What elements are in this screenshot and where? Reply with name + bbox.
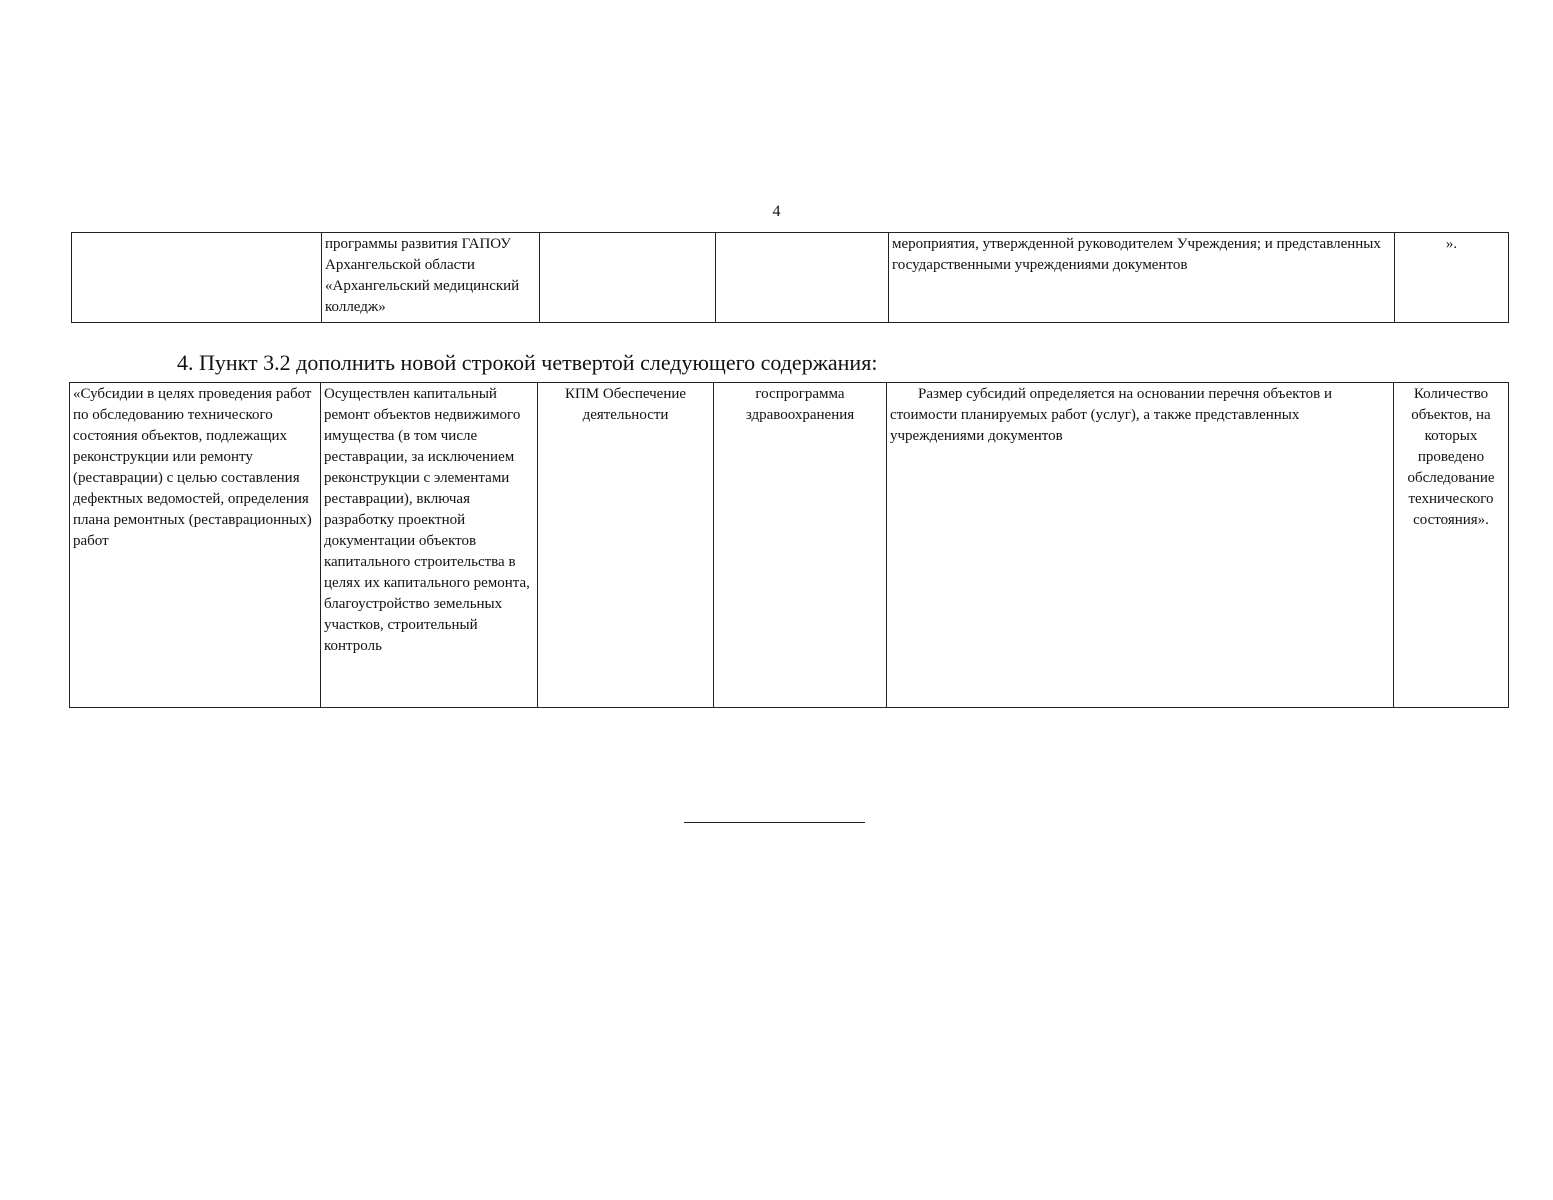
table-cell: госпрограмма здравоохранения: [714, 383, 887, 708]
table-cell: Размер субсидий определяется на основании перечня объектов и стоимости планируемых работ (услуг), а также представленных учреждениями документов: [887, 383, 1394, 708]
table-cell: [540, 233, 716, 323]
table-cell: программы развития ГАПОУ Архангельской области «Архангельский медицинский колледж»: [322, 233, 540, 323]
page-number: 4: [772, 203, 781, 220]
section-heading: 4. Пункт 3.2 дополнить новой строкой четвертой следующего содержания:: [177, 350, 878, 375]
table-cell: [716, 233, 889, 323]
table-cell: Количество объектов, на которых проведено обследование технического состояния».: [1394, 383, 1509, 708]
table-row: [72, 233, 1509, 323]
table-row: [70, 383, 1509, 708]
table-cell: мероприятия, утвержденной руководителем Учреждения; и представленных государственными учреждениями документов: [889, 233, 1395, 323]
table-cell: ».: [1395, 233, 1509, 323]
table-cell: КПМ Обеспечение деятельности: [538, 383, 714, 708]
table-cell: «Субсидии в целях проведения работ по обследованию технического состояния объектов, подлежащих реконструкции или ремонту (реставрации) с целью составления дефектных ведомостей, определения плана ремонтных (реставрационных) работ: [70, 383, 321, 708]
end-rule: [684, 822, 865, 823]
table-cell: [72, 233, 322, 323]
continued-table: [71, 232, 1509, 323]
table-cell: Осуществлен капитальный ремонт объектов недвижимого имущества (в том числе реставрации, за исключением реконструкции с элементами реставрации), включая разработку проектной документации объектов капитального строительства в целях их капитального ремонта, благоустройство земельных участков, строительный контроль: [321, 383, 538, 708]
new-row-table: [69, 382, 1509, 708]
